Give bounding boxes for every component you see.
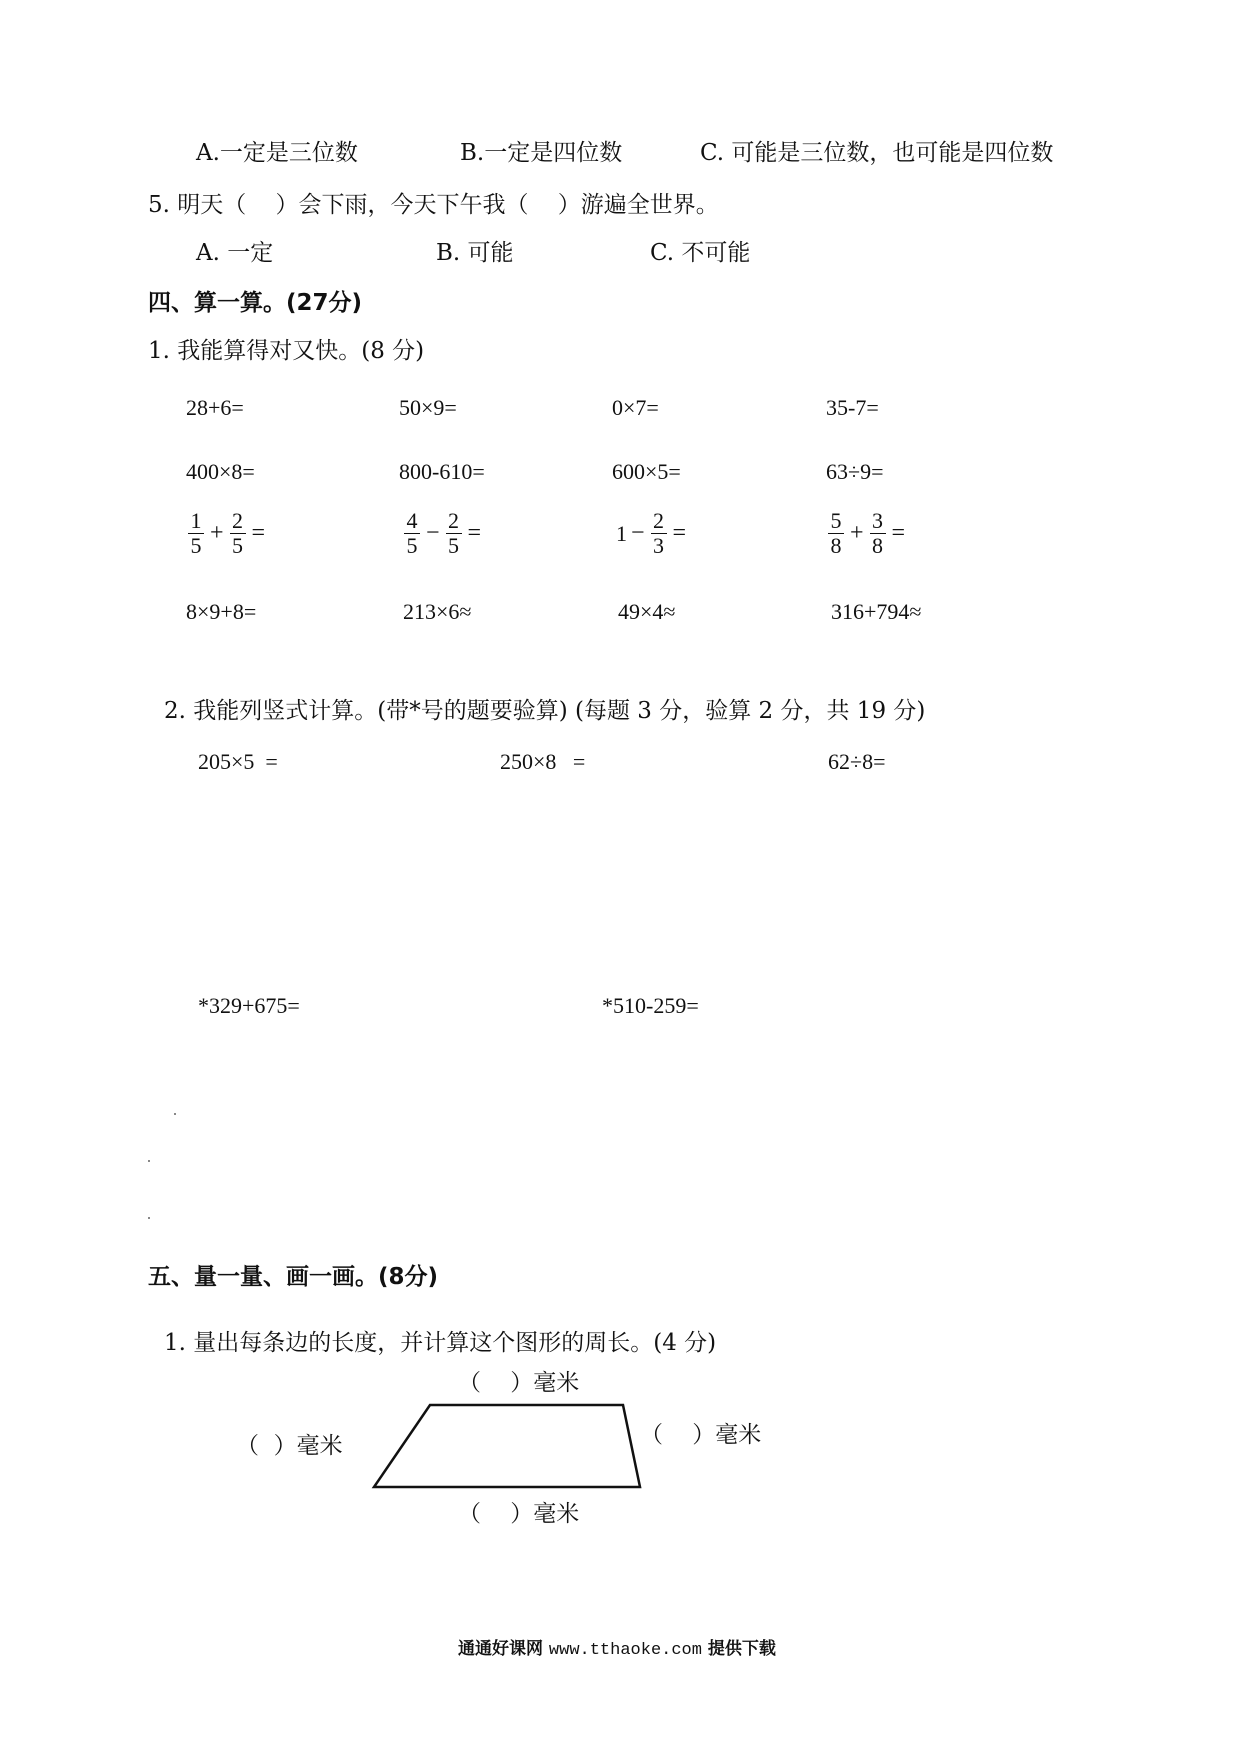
calc-item: 400×8=	[186, 459, 255, 484]
section4-part2-title: 2. 我能列竖式计算。(带*号的题要验算) (每题 3 分，验算 2 分，共 19 分)	[164, 698, 926, 724]
q4-option-c: C. 可能是三位数，也可能是四位数	[700, 140, 1054, 166]
fraction: $\frac{2}{5}$	[446, 509, 462, 558]
section5-part1-title: 1. 量出每条边的长度，并计算这个图形的周长。(4 分)	[164, 1330, 717, 1356]
fraction: $\frac{2}{5}$	[230, 509, 246, 558]
footer-site: 通通好课网	[458, 1639, 543, 1659]
q4-option-a: A.一定是三位数	[196, 140, 358, 166]
fraction-expression: 1 − $\frac{2}{3}$ =	[616, 508, 687, 558]
q4-option-b: B.一定是四位数	[460, 140, 623, 166]
vertical-calc-item: 205×5 =	[198, 749, 278, 774]
fraction-expression: $\frac{1}{5}$ + $\frac{2}{5}$ =	[186, 509, 269, 558]
footer-suffix: 提供下载	[707, 1639, 776, 1659]
footer	[458, 1634, 776, 1666]
calc-item: 35-7=	[826, 395, 879, 420]
fraction: $\frac{3}{8}$	[870, 509, 886, 558]
label-right-side: （ ）毫米	[640, 1422, 762, 1448]
section4-title: 四、算一算。(27分)	[148, 290, 363, 316]
label-bottom-side: （ ）毫米	[458, 1501, 580, 1527]
q5-option-a: A. 一定	[196, 240, 274, 266]
calc-item: 8×9+8=	[186, 599, 257, 624]
fraction-expression: $\frac{4}{5}$ − $\frac{2}{5}$ =	[402, 509, 485, 558]
fraction: $\frac{1}{5}$	[188, 509, 204, 558]
q5-option-c: C. 不可能	[650, 240, 751, 266]
fraction-expression: $\frac{5}{8}$ + $\frac{3}{8}$ =	[826, 509, 909, 558]
calc-item: 28+6=	[186, 395, 244, 420]
fraction: $\frac{2}{3}$	[651, 509, 667, 558]
vertical-calc-item: 62÷8=	[828, 749, 886, 774]
fraction: $\frac{4}{5}$	[404, 509, 420, 558]
q5-option-b: B. 可能	[436, 240, 514, 266]
vertical-calc-item: 250×8 =	[500, 749, 586, 774]
calc-item: 49×4≈	[618, 599, 676, 624]
fraction: $\frac{5}{8}$	[828, 509, 844, 558]
calc-item: 50×9=	[399, 395, 457, 420]
check-calc-item: *510-259=	[602, 993, 699, 1018]
calc-item: 0×7=	[612, 395, 659, 420]
q5-stem: 5. 明天（ ）会下雨，今天下午我（ ）游遍全世界。	[148, 192, 719, 218]
footer-url[interactable]: www.tthaoke.com	[548, 1641, 702, 1660]
section4-part1-title: 1. 我能算得对又快。(8 分)	[148, 338, 425, 364]
section5-title: 五、量一量、画一画。(8分)	[148, 1264, 439, 1290]
calc-item: 63÷9=	[826, 459, 884, 484]
label-top-side: （ ）毫米	[458, 1370, 580, 1396]
calc-item: 600×5=	[612, 459, 681, 484]
check-calc-item: *329+675=	[198, 993, 300, 1018]
calc-item: 213×6≈	[403, 599, 472, 624]
label-left-side: （ ）毫米	[236, 1433, 343, 1459]
calc-item: 800-610=	[399, 459, 485, 484]
calc-item: 316+794≈	[831, 599, 922, 624]
